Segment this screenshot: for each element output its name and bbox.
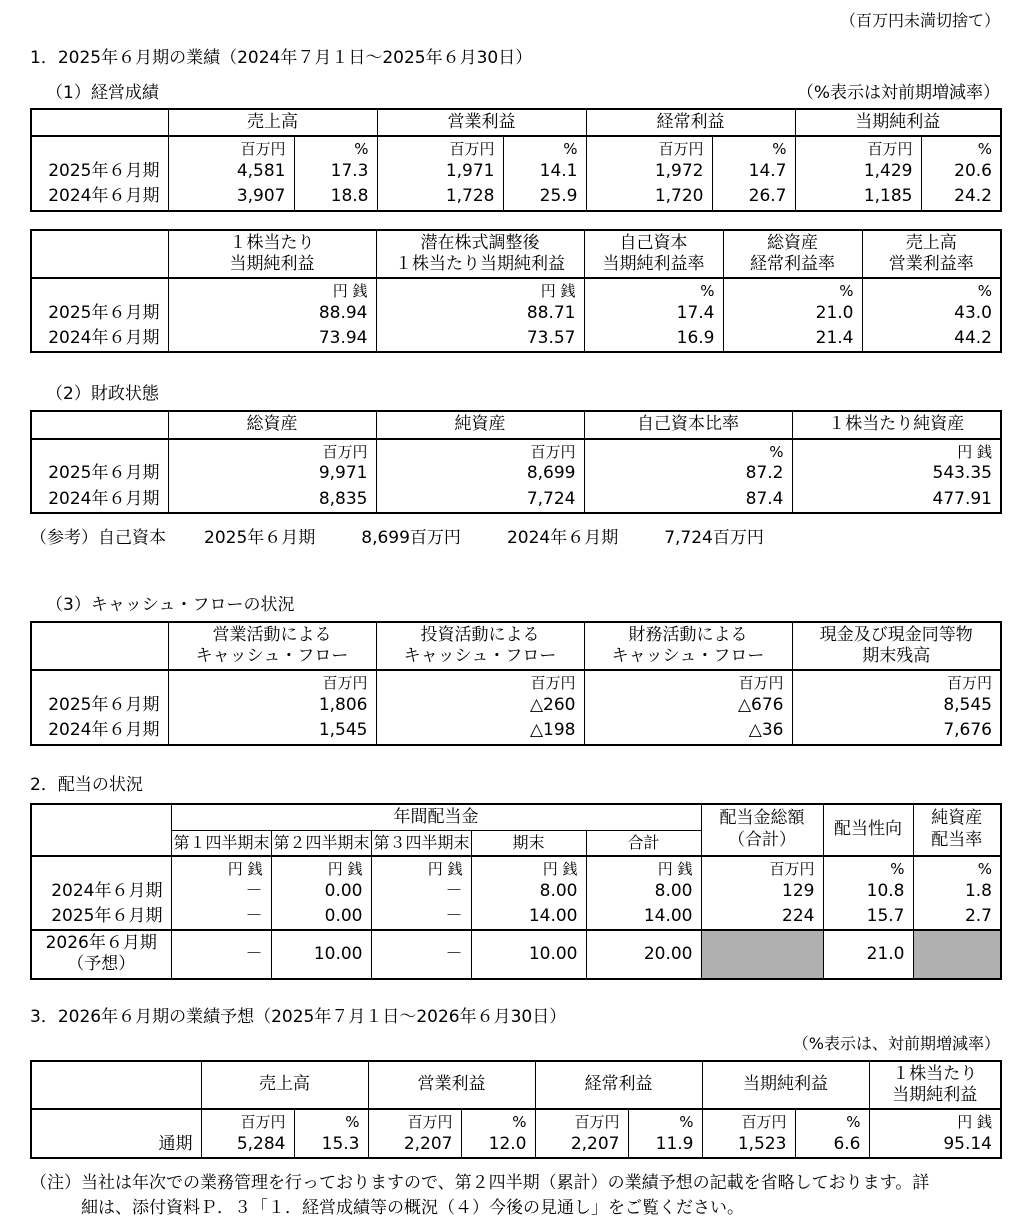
- value-cell: 1,545: [168, 718, 376, 744]
- column-header-eps: [869, 1061, 1001, 1110]
- unit-cell: 円 銭: [471, 856, 586, 879]
- value-cell: 16.9: [584, 326, 723, 352]
- unit-cell: 円 銭: [168, 278, 376, 301]
- value-cell: 224: [701, 904, 823, 930]
- column-header: [168, 622, 376, 671]
- column-header: 当期純利益: [702, 1061, 869, 1110]
- column-header-line: 売上高: [905, 232, 957, 253]
- value-cell: －: [171, 879, 271, 904]
- column-header-line: 配当金総額: [719, 808, 805, 829]
- table-row: [31, 301, 1001, 326]
- value-cell: 0.00: [271, 879, 371, 904]
- column-header-total-dividends: [701, 804, 823, 856]
- shaded-cell: [701, 930, 823, 979]
- section1-title: 1．2025年６月期の業績（2024年７月１日～2025年６月30日）: [30, 48, 533, 68]
- corner-cell: [31, 109, 168, 136]
- shaded-cell: [913, 930, 1001, 979]
- value-cell: 8,699: [376, 461, 584, 486]
- section1-sub1-row: [30, 78, 1000, 103]
- value-cell: △676: [584, 693, 792, 718]
- column-header: 第１四半期末: [171, 830, 271, 856]
- cash-flow-table: [30, 621, 1002, 746]
- column-header: 合計: [586, 830, 701, 856]
- unit-cell: %: [712, 136, 795, 159]
- value-cell: 4,581: [168, 159, 294, 184]
- row-label: 2025年６月期: [31, 301, 168, 326]
- value-cell: 1,523: [702, 1132, 795, 1158]
- column-header-line: 財務活動による: [628, 624, 748, 645]
- unit-cell: 百万円: [376, 439, 584, 462]
- unit-row: [31, 856, 1001, 879]
- column-header-line: 当期純利益: [229, 253, 315, 274]
- value-cell: 95.14: [869, 1132, 1001, 1158]
- column-header-line: キャッシュ・フロー: [611, 646, 765, 666]
- column-header: 経常利益: [535, 1061, 702, 1110]
- value-cell: 2.7: [913, 904, 1001, 930]
- column-header-line: １株当たり: [892, 1063, 978, 1084]
- column-header-line: 経常利益率: [750, 253, 835, 274]
- unit-cell: 百万円: [368, 1109, 461, 1132]
- unit-row: [31, 670, 1001, 693]
- column-header-line: １株当たり当期純利益: [395, 253, 565, 274]
- unit-row: [31, 136, 1001, 159]
- table-row: [31, 184, 1001, 210]
- unit-cell: 百万円: [168, 136, 294, 159]
- reference-value: 8,699百万円: [361, 527, 461, 548]
- value-cell: 8,545: [792, 693, 1001, 718]
- column-header-line: キャッシュ・フロー: [195, 646, 349, 666]
- unit-cell: %: [461, 1109, 535, 1132]
- reference-value: 7,724百万円: [664, 527, 764, 548]
- value-cell: 10.00: [271, 930, 371, 979]
- unit-cell: %: [628, 1109, 702, 1132]
- value-cell: 6.6: [795, 1132, 869, 1158]
- unit-cell: %: [584, 278, 723, 301]
- column-header: 営業利益: [377, 109, 586, 136]
- unit-cell: %: [503, 136, 586, 159]
- unit-cell: 円 銭: [586, 856, 701, 879]
- row-label-line: 2026年６月期: [45, 933, 157, 953]
- column-header-annual-dividend: 年間配当金: [171, 804, 701, 831]
- table-row: [31, 718, 1001, 744]
- value-cell: 43.0: [862, 301, 1001, 326]
- unit-cell: %: [795, 1109, 869, 1132]
- value-cell: 1.8: [913, 879, 1001, 904]
- table-header-row: [31, 109, 1001, 136]
- column-header-payout-ratio: [823, 804, 913, 856]
- unit-cell: 円 銭: [869, 1109, 1001, 1132]
- column-header: [792, 622, 1001, 671]
- column-header: [723, 230, 862, 279]
- column-header-line: 当期純利益: [892, 1084, 978, 1105]
- subsection-title: （3）キャッシュ・フローの状況: [46, 594, 295, 615]
- value-cell: －: [171, 930, 271, 979]
- unit-cell: 百万円: [701, 856, 823, 879]
- column-header-line: 営業利益率: [888, 253, 974, 274]
- value-cell: 88.94: [168, 301, 376, 326]
- row-label: 2025年６月期: [31, 159, 168, 184]
- empty-cell: [31, 856, 171, 879]
- column-header: [862, 230, 1001, 279]
- value-cell: 0.00: [271, 904, 371, 930]
- column-header: [168, 230, 376, 279]
- value-cell: △260: [376, 693, 584, 718]
- table-header-row: [31, 804, 1001, 831]
- column-header: 当期純利益: [795, 109, 1001, 136]
- table-row: [31, 879, 1001, 904]
- column-header: 第３四半期末: [371, 830, 471, 856]
- empty-cell: [31, 439, 168, 462]
- column-header: 自己資本比率: [584, 411, 792, 438]
- unit-cell: %: [294, 1109, 368, 1132]
- unit-cell: 百万円: [168, 670, 376, 693]
- footnote-line: 細は、添付資料Ｐ．３「１．経営成績等の概況（４）今後の見通し」をご覧ください。: [81, 1197, 744, 1218]
- table-row: [31, 693, 1001, 718]
- value-cell: 7,724: [376, 487, 584, 513]
- column-header: 期末: [471, 830, 586, 856]
- empty-cell: [31, 278, 168, 301]
- value-cell: △198: [376, 718, 584, 744]
- value-cell: 87.2: [584, 461, 792, 486]
- table-row: [31, 487, 1001, 513]
- unit-cell: 円 銭: [371, 856, 471, 879]
- unit-cell: 百万円: [377, 136, 503, 159]
- unit-row: [31, 1109, 1001, 1132]
- value-cell: －: [371, 930, 471, 979]
- value-cell: 1,720: [586, 184, 712, 210]
- value-cell: 14.1: [503, 159, 586, 184]
- unit-cell: 円 銭: [376, 278, 584, 301]
- value-cell: 8.00: [471, 879, 586, 904]
- reference-period: 2025年６月期: [204, 527, 316, 548]
- subsection-title: （2）財政状態: [46, 384, 159, 405]
- rounding-note: （百万円未満切捨て）: [839, 11, 1000, 30]
- value-cell: －: [171, 904, 271, 930]
- corner-cell: [31, 230, 168, 279]
- value-cell: 1,971: [377, 159, 503, 184]
- value-cell: 3,907: [168, 184, 294, 210]
- row-label: 2024年６月期: [31, 487, 168, 513]
- value-cell: 1,972: [586, 159, 712, 184]
- value-cell: 88.71: [376, 301, 584, 326]
- equity-reference-line: [30, 523, 1000, 548]
- column-header-line: 総資産: [767, 232, 818, 253]
- corner-cell: [31, 411, 168, 438]
- column-header: 売上高: [201, 1061, 368, 1110]
- unit-cell: 百万円: [584, 670, 792, 693]
- percent-note: （%表示は対前期増減率）: [796, 83, 1000, 103]
- value-cell: 18.8: [294, 184, 377, 210]
- footnote: [30, 1171, 1000, 1220]
- footnote-label: （注）: [30, 1173, 81, 1193]
- unit-row: [31, 278, 1001, 301]
- value-cell: 5,284: [201, 1132, 294, 1158]
- value-cell: 73.94: [168, 326, 376, 352]
- unit-cell: 百万円: [702, 1109, 795, 1132]
- unit-row: [31, 439, 1001, 462]
- row-label: 2024年６月期: [31, 326, 168, 352]
- unit-cell: 百万円: [795, 136, 921, 159]
- operating-results-table: [30, 108, 1002, 212]
- value-cell: 1,728: [377, 184, 503, 210]
- unit-cell: 百万円: [376, 670, 584, 693]
- table-header-row: [31, 1061, 1001, 1110]
- section2-title: 2．配当の状況: [30, 774, 143, 795]
- column-header-line: 当期純利益率: [602, 253, 705, 274]
- value-cell: 477.91: [792, 487, 1001, 513]
- empty-cell: [31, 1109, 201, 1132]
- column-header: 売上高: [168, 109, 377, 136]
- row-label-line: （予想）: [67, 954, 136, 975]
- unit-cell: %: [584, 439, 792, 462]
- table-row: [31, 904, 1001, 930]
- table-row: [31, 1132, 1001, 1158]
- table-row: [31, 461, 1001, 486]
- value-cell: 14.00: [471, 904, 586, 930]
- value-cell: 10.00: [471, 930, 586, 979]
- column-header-line: キャッシュ・フロー: [403, 646, 557, 666]
- column-header-line: 営業活動による: [212, 624, 332, 645]
- column-header: 営業利益: [368, 1061, 535, 1110]
- column-header: [376, 622, 584, 671]
- value-cell: 1,429: [795, 159, 921, 184]
- column-header-line: 投資活動による: [420, 624, 540, 645]
- table-header-row: [31, 622, 1001, 671]
- value-cell: 17.4: [584, 301, 723, 326]
- column-header-line: １株当たり: [229, 232, 315, 253]
- row-label: 2024年６月期: [31, 879, 171, 904]
- empty-cell: [31, 136, 168, 159]
- unit-cell: 百万円: [535, 1109, 628, 1132]
- column-header-line: 配当性向: [834, 819, 902, 839]
- value-cell: 129: [701, 879, 823, 904]
- column-header-line: 潜在株式調整後: [420, 232, 540, 253]
- value-cell: 1,806: [168, 693, 376, 718]
- table-row: [31, 326, 1001, 352]
- row-label: 2025年６月期: [31, 461, 168, 486]
- value-cell: 14.00: [586, 904, 701, 930]
- unit-cell: 百万円: [201, 1109, 294, 1132]
- financial-position-table: [30, 410, 1002, 514]
- unit-cell: 百万円: [792, 670, 1001, 693]
- row-label: 2024年６月期: [31, 718, 168, 744]
- value-cell: 8,835: [168, 487, 376, 513]
- column-header: [376, 230, 584, 279]
- value-cell: 26.7: [712, 184, 795, 210]
- per-share-metrics-table: [30, 229, 1002, 354]
- unit-cell: 円 銭: [271, 856, 371, 879]
- value-cell: －: [371, 904, 471, 930]
- unit-cell: %: [723, 278, 862, 301]
- corner-cell: [31, 622, 168, 671]
- value-cell: 15.3: [294, 1132, 368, 1158]
- row-label: [31, 930, 171, 979]
- value-cell: 87.4: [584, 487, 792, 513]
- value-cell: 543.35: [792, 461, 1001, 486]
- unit-cell: 百万円: [586, 136, 712, 159]
- dividends-table: [30, 803, 1002, 980]
- value-cell: －: [371, 879, 471, 904]
- unit-cell: 円 銭: [171, 856, 271, 879]
- value-cell: 8.00: [586, 879, 701, 904]
- row-label: 2025年６月期: [31, 693, 168, 718]
- unit-cell: %: [823, 856, 913, 879]
- value-cell: 21.0: [823, 930, 913, 979]
- forecast-row: [31, 930, 1001, 979]
- value-cell: 21.4: [723, 326, 862, 352]
- value-cell: 12.0: [461, 1132, 535, 1158]
- column-header-line: 純資産: [931, 808, 983, 829]
- column-header: 経常利益: [586, 109, 795, 136]
- footnote-text: [81, 1171, 929, 1220]
- column-header-line: 期末残高: [862, 646, 931, 666]
- column-header: 純資産: [376, 411, 584, 438]
- value-cell: 20.00: [586, 930, 701, 979]
- unit-cell: 百万円: [168, 439, 376, 462]
- column-header: 総資産: [168, 411, 376, 438]
- footnote-line: 当社は年次での業務管理を行っておりますので、第２四半期（累計）の業績予想の記載を省略しております。詳: [81, 1173, 930, 1193]
- value-cell: △36: [584, 718, 792, 744]
- value-cell: 7,676: [792, 718, 1001, 744]
- forecast-table: [30, 1060, 1002, 1160]
- column-header-line: 配当率: [931, 829, 983, 850]
- value-cell: 21.0: [723, 301, 862, 326]
- value-cell: 9,971: [168, 461, 376, 486]
- value-cell: 44.2: [862, 326, 1001, 352]
- column-header: １株当たり純資産: [792, 411, 1001, 438]
- section3-title: 3．2026年６月期の業績予想（2025年７月１日～2026年６月30日）: [30, 1006, 567, 1027]
- column-header: 第２四半期末: [271, 830, 371, 856]
- subsection-title: （1）経営成績: [46, 83, 159, 103]
- corner-cell: [31, 804, 171, 856]
- table-row: [31, 159, 1001, 184]
- unit-cell: %: [862, 278, 1001, 301]
- empty-cell: [31, 670, 168, 693]
- unit-cell: %: [913, 856, 1001, 879]
- value-cell: 1,185: [795, 184, 921, 210]
- row-label: 通期: [31, 1132, 201, 1158]
- value-cell: 20.6: [921, 159, 1001, 184]
- corner-cell: [31, 1061, 201, 1110]
- unit-cell: %: [921, 136, 1001, 159]
- column-header: [584, 230, 723, 279]
- reference-label: （参考）自己資本: [30, 527, 166, 548]
- row-label: 2024年６月期: [31, 184, 168, 210]
- value-cell: 17.3: [294, 159, 377, 184]
- table-header-row: [31, 411, 1001, 438]
- unit-cell: 円 銭: [792, 439, 1001, 462]
- value-cell: 10.8: [823, 879, 913, 904]
- value-cell: 14.7: [712, 159, 795, 184]
- value-cell: 73.57: [376, 326, 584, 352]
- value-cell: 2,207: [368, 1132, 461, 1158]
- value-cell: 15.7: [823, 904, 913, 930]
- column-header-line: （合計）: [728, 829, 796, 850]
- unit-cell: %: [294, 136, 377, 159]
- column-header-dividend-on-equity: [913, 804, 1001, 856]
- reference-period: 2024年６月期: [506, 527, 619, 548]
- value-cell: 24.2: [921, 184, 1001, 210]
- column-header: [584, 622, 792, 671]
- value-cell: 11.9: [628, 1132, 702, 1158]
- table-header-row: [31, 230, 1001, 279]
- row-label: 2025年６月期: [31, 904, 171, 930]
- value-cell: 25.9: [503, 184, 586, 210]
- percent-note: （%表示は、対前期増減率）: [792, 1033, 1000, 1053]
- column-header-line: 現金及び現金同等物: [819, 624, 973, 645]
- column-header-line: 自己資本: [619, 232, 688, 253]
- value-cell: 2,207: [535, 1132, 628, 1158]
